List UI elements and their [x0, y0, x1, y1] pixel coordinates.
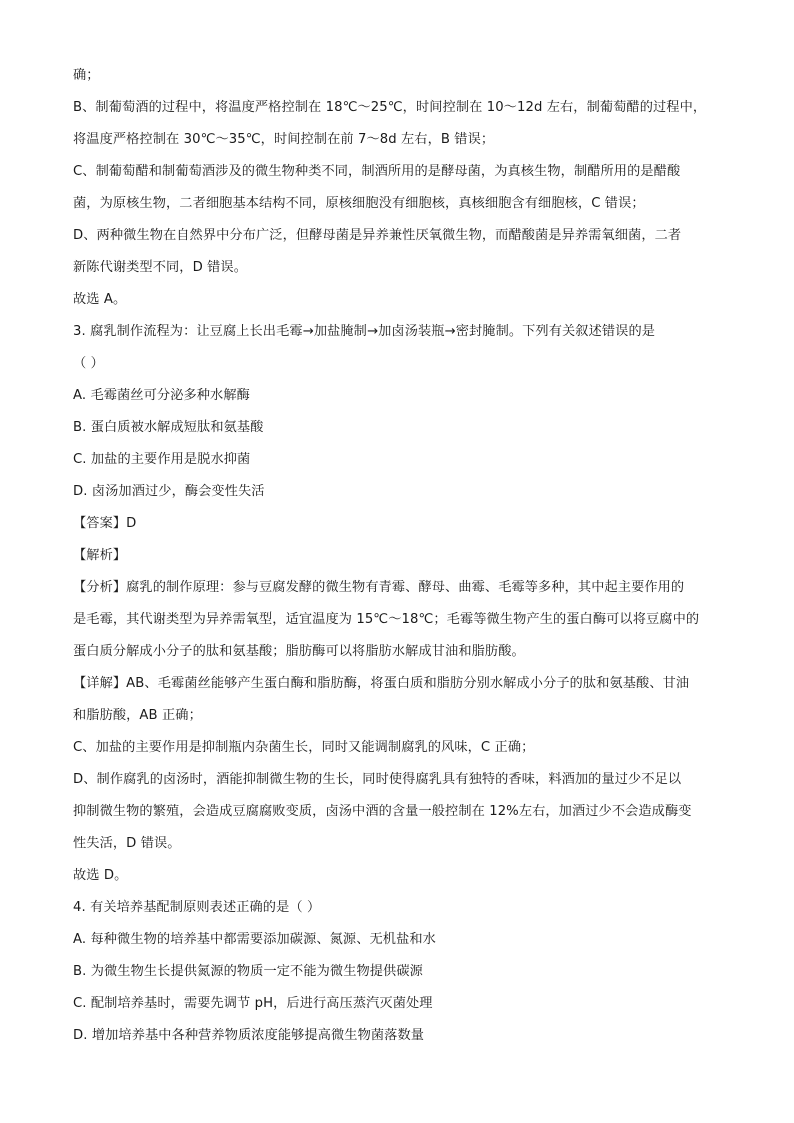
- text-line: 性失活，D 错误。: [73, 836, 181, 851]
- question-4-stem: 4. 有关培养基配制原则表述正确的是（ ）: [73, 900, 321, 915]
- analysis-label: 【解析】: [73, 548, 127, 563]
- text-line: D、两种微生物在自然界中分布广泛，但酵母菌是异养兼性厌氧微生物，而醋酸菌是异养需氧细菌，二者: [73, 228, 682, 243]
- text-line: 新陈代谢类型不同，D 错误。: [73, 260, 247, 275]
- text-line: C、制葡萄醋和制葡萄酒涉及的微生物种类不同，制酒所用的是酵母菌，为真核生物，制醋所用的是醋酸: [73, 164, 681, 179]
- question-4-option-b: B. 为微生物生长提供氮源的物质一定不能为微生物提供碳源: [73, 964, 423, 979]
- question-4-option-a: A. 每种微生物的培养基中都需要添加碳源、氮源、无机盐和水: [73, 932, 436, 947]
- question-3-blank: （ ）: [73, 356, 104, 371]
- text-line: D、制作腐乳的卤汤时，酒能抑制微生物的生长，同时使得腐乳具有独特的香味，料酒加的量过少不足以: [73, 772, 682, 787]
- text-line: C、加盐的主要作用是抑制瓶内杂菌生长，同时又能调制腐乳的风味，C 正确；: [73, 740, 535, 755]
- text-line: B、制葡萄酒的过程中，将温度严格控制在 18℃～25℃，时间控制在 10～12d 左右，制葡萄醋的过程中，: [73, 100, 707, 115]
- question-4-option-c: C. 配制培养基时，需要先调节 pH，后进行高压蒸汽灭菌处理: [73, 996, 433, 1011]
- question-3-option-d: D. 卤汤加酒过少，酶会变性失活: [73, 484, 265, 499]
- text-line: 菌，为原核生物，二者细胞基本结构不同，原核细胞没有细胞核，真核细胞含有细胞核，C 错误；: [73, 196, 645, 211]
- question-4-option-d: D. 增加培养基中各种营养物质浓度能够提高微生物菌落数量: [73, 1028, 425, 1043]
- answer-label: 【答案】D: [73, 516, 137, 531]
- text-line: 将温度严格控制在 30℃～35℃，时间控制在前 7～8d 左右，B 错误；: [73, 132, 495, 147]
- text-line: 确；: [73, 68, 100, 83]
- answer-choice-line: 故选 A。: [73, 292, 127, 307]
- question-3-stem: 3. 腐乳制作流程为：让豆腐上长出毛霉→加盐腌制→加卤汤装瓶→密封腌制。下列有关叙述错误的是: [73, 324, 656, 339]
- question-3-option-c: C. 加盐的主要作用是脱水抑菌: [73, 452, 251, 467]
- text-line: 蛋白质分解成小分子的肽和氨基酸；脂肪酶可以将脂肪水解成甘油和脂肪酸。: [73, 644, 525, 659]
- question-3-option-a: A. 毛霉菌丝可分泌多种水解酶: [73, 388, 250, 403]
- text-line: 【详解】AB、毛霉菌丝能够产生蛋白酶和脂肪酶，将蛋白质和脂肪分别水解成小分子的肽和氨基酸、甘油: [73, 676, 690, 691]
- question-3-option-b: B. 蛋白质被水解成短肽和氨基酸: [73, 420, 264, 435]
- text-line: 是毛霉，其代谢类型为异养需氧型，适宜温度为 15℃～18℃；毛霉等微生物产生的蛋白酶可以将豆腐中的: [73, 612, 700, 627]
- text-line: 【分析】腐乳的制作原理：参与豆腐发酵的微生物有青霉、酵母、曲霉、毛霉等多种，其中起主要作用的: [73, 580, 685, 595]
- text-line: 和脂肪酸，AB 正确；: [73, 708, 202, 723]
- text-line: 抑制微生物的繁殖，会造成豆腐腐败变质，卤汤中酒的含量一般控制在 12%左右，加酒过少不会造成酶变: [73, 804, 692, 819]
- answer-choice-line: 故选 D。: [73, 868, 128, 883]
